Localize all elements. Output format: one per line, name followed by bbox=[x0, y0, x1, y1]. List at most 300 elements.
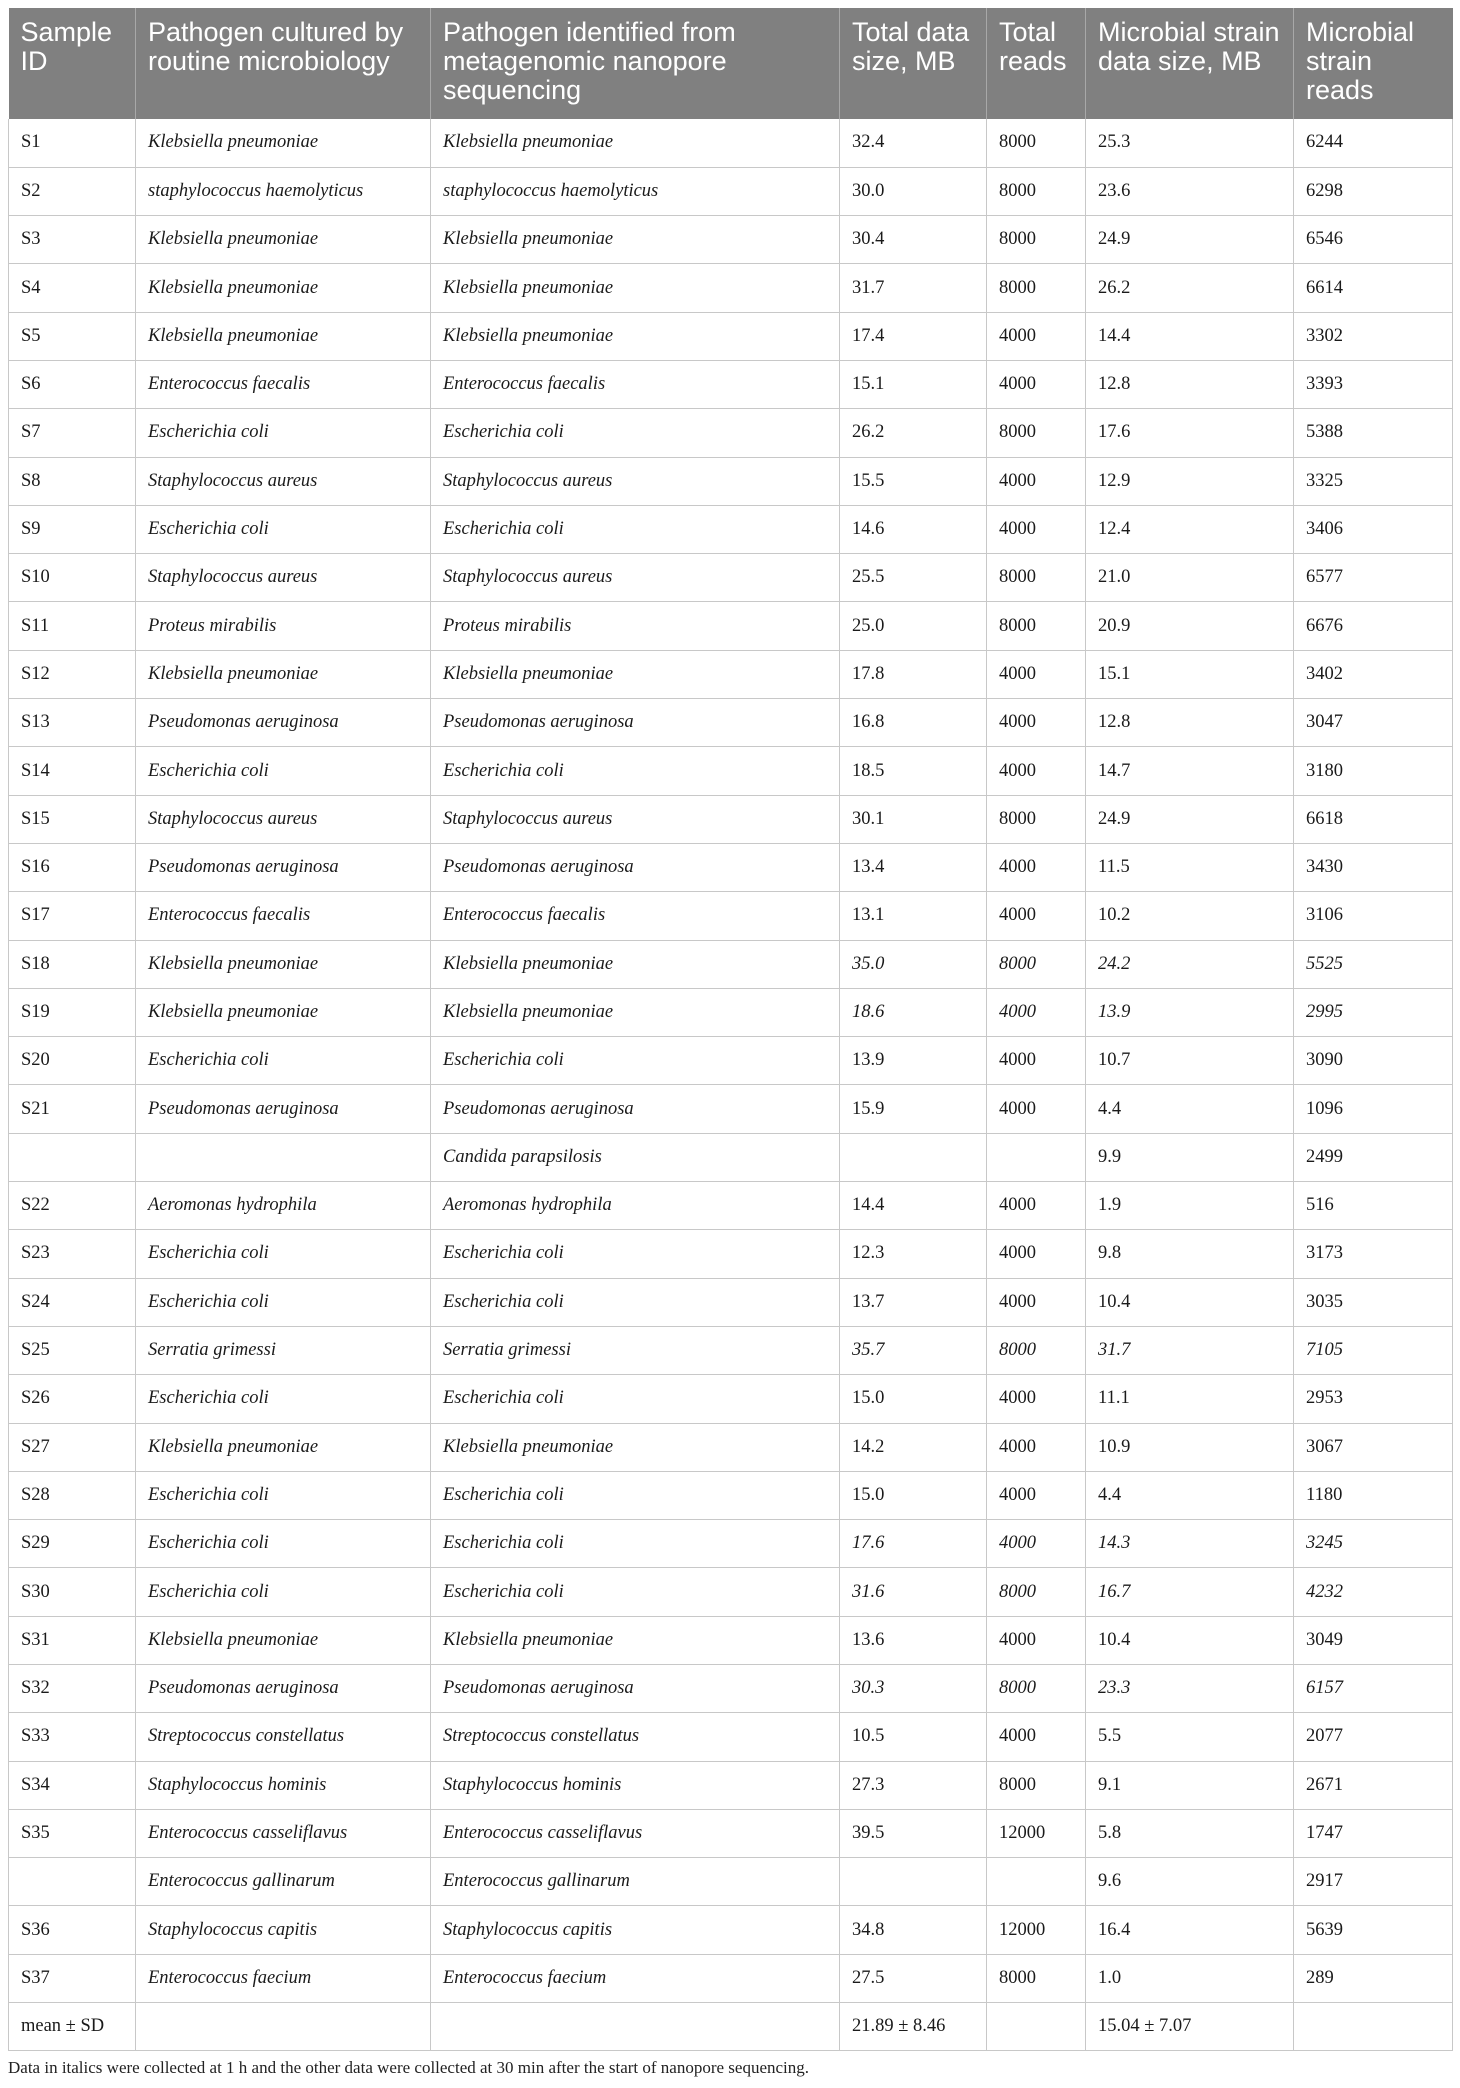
cell-strain-reads: 3049 bbox=[1294, 1616, 1453, 1664]
table-row bbox=[9, 843, 1453, 891]
cell-strain-reads: 3430 bbox=[1294, 843, 1453, 891]
cell-pathogen-identified: Escherichia coli bbox=[431, 1037, 840, 1085]
table-row bbox=[9, 940, 1453, 988]
cell-pathogen-identified: Enterococcus casseliflavus bbox=[431, 1809, 840, 1857]
cell-strain-data-size: 20.9 bbox=[1086, 602, 1294, 650]
table-row bbox=[9, 1230, 1453, 1278]
cell-total-data-size: 25.0 bbox=[840, 602, 987, 650]
cell-strain-data-size: 31.7 bbox=[1086, 1326, 1294, 1374]
table-row bbox=[9, 1423, 1453, 1471]
cell-total-reads: 4000 bbox=[987, 1520, 1086, 1568]
cell-pathogen-identified: Escherichia coli bbox=[431, 505, 840, 553]
cell-total-reads: 4000 bbox=[987, 1278, 1086, 1326]
cell-pathogen-identified: Aeromonas hydrophila bbox=[431, 1182, 840, 1230]
cell-pathogen-cultured: Klebsiella pneumoniae bbox=[136, 312, 431, 360]
cell-total-reads: 4000 bbox=[987, 1375, 1086, 1423]
cell-pathogen-cultured: Klebsiella pneumoniae bbox=[136, 1616, 431, 1664]
cell-sample-id: S26 bbox=[9, 1375, 136, 1423]
cell-pathogen-cultured: Pseudomonas aeruginosa bbox=[136, 1085, 431, 1133]
cell-strain-reads: 3035 bbox=[1294, 1278, 1453, 1326]
cell-sample-id: S23 bbox=[9, 1230, 136, 1278]
table-row bbox=[9, 1906, 1453, 1954]
cell-pathogen-identified: Staphylococcus aureus bbox=[431, 554, 840, 602]
table-row bbox=[9, 360, 1453, 408]
cell-sample-id: S12 bbox=[9, 650, 136, 698]
cell-sample-id: S8 bbox=[9, 457, 136, 505]
cell-sample-id: S9 bbox=[9, 505, 136, 553]
cell-pathogen-identified: Pseudomonas aeruginosa bbox=[431, 1085, 840, 1133]
sequencing-results-table bbox=[8, 8, 1453, 2051]
cell-strain-reads: 3090 bbox=[1294, 1037, 1453, 1085]
cell-pathogen-identified: Escherichia coli bbox=[431, 1375, 840, 1423]
cell-strain-reads: 2671 bbox=[1294, 1761, 1453, 1809]
cell-total-reads: 8000 bbox=[987, 1954, 1086, 2002]
cell-strain-data-size: 17.6 bbox=[1086, 409, 1294, 457]
cell-strain-reads: 4232 bbox=[1294, 1568, 1453, 1616]
table-row bbox=[9, 1085, 1453, 1133]
cell-pathogen-identified: Streptococcus constellatus bbox=[431, 1713, 840, 1761]
cell-pathogen-identified: Enterococcus faecium bbox=[431, 1954, 840, 2002]
cell-strain-data-size: 9.1 bbox=[1086, 1761, 1294, 1809]
cell-pathogen-cultured bbox=[136, 1133, 431, 1181]
cell-pathogen-identified: Staphylococcus capitis bbox=[431, 1906, 840, 1954]
table-row bbox=[9, 264, 1453, 312]
cell-total-reads: 8000 bbox=[987, 602, 1086, 650]
cell-total-reads: 8000 bbox=[987, 1326, 1086, 1374]
cell-pathogen-identified: Pseudomonas aeruginosa bbox=[431, 699, 840, 747]
cell-total-data-size bbox=[840, 1133, 987, 1181]
cell-pathogen-identified: Klebsiella pneumoniae bbox=[431, 119, 840, 167]
cell-total-reads: 8000 bbox=[987, 795, 1086, 843]
cell-strain-data-size: 21.0 bbox=[1086, 554, 1294, 602]
cell-strain-reads: 3406 bbox=[1294, 505, 1453, 553]
cell-pathogen-identified: Staphylococcus aureus bbox=[431, 457, 840, 505]
table-body bbox=[9, 119, 1453, 2051]
cell-total-data-size: 30.1 bbox=[840, 795, 987, 843]
cell-sample-id: S25 bbox=[9, 1326, 136, 1374]
cell-total-reads: 4000 bbox=[987, 312, 1086, 360]
cell-total-data-size: 27.5 bbox=[840, 1954, 987, 2002]
table-row bbox=[9, 1471, 1453, 1519]
cell-pathogen-cultured: staphylococcus haemolyticus bbox=[136, 167, 431, 215]
cell-strain-data-size: 10.4 bbox=[1086, 1278, 1294, 1326]
cell-total-reads bbox=[987, 2003, 1086, 2051]
cell-pathogen-cultured: Klebsiella pneumoniae bbox=[136, 119, 431, 167]
header-sample-id: Sample ID bbox=[9, 8, 136, 119]
cell-pathogen-identified: Escherichia coli bbox=[431, 1471, 840, 1519]
cell-strain-reads: 3302 bbox=[1294, 312, 1453, 360]
cell-pathogen-cultured: Staphylococcus aureus bbox=[136, 457, 431, 505]
cell-pathogen-identified: staphylococcus haemolyticus bbox=[431, 167, 840, 215]
cell-strain-data-size: 5.8 bbox=[1086, 1809, 1294, 1857]
cell-strain-data-size: 24.2 bbox=[1086, 940, 1294, 988]
table-row bbox=[9, 699, 1453, 747]
cell-total-reads: 8000 bbox=[987, 409, 1086, 457]
cell-strain-data-size: 11.5 bbox=[1086, 843, 1294, 891]
cell-sample-id bbox=[9, 1858, 136, 1906]
cell-pathogen-cultured: Pseudomonas aeruginosa bbox=[136, 1665, 431, 1713]
header-total-reads: Total reads bbox=[987, 8, 1086, 119]
table-row bbox=[9, 167, 1453, 215]
cell-strain-reads: 516 bbox=[1294, 1182, 1453, 1230]
cell-total-reads: 4000 bbox=[987, 457, 1086, 505]
cell-total-reads: 4000 bbox=[987, 1616, 1086, 1664]
cell-strain-reads: 3245 bbox=[1294, 1520, 1453, 1568]
cell-total-data-size: 14.6 bbox=[840, 505, 987, 553]
table-row bbox=[9, 119, 1453, 167]
cell-strain-data-size: 15.1 bbox=[1086, 650, 1294, 698]
cell-pathogen-identified: Serratia grimessi bbox=[431, 1326, 840, 1374]
cell-total-reads: 4000 bbox=[987, 747, 1086, 795]
cell-strain-data-size: 12.4 bbox=[1086, 505, 1294, 553]
cell-sample-id: S36 bbox=[9, 1906, 136, 1954]
table-row bbox=[9, 1037, 1453, 1085]
cell-total-data-size: 12.3 bbox=[840, 1230, 987, 1278]
cell-total-reads: 4000 bbox=[987, 1471, 1086, 1519]
cell-total-data-size: 15.9 bbox=[840, 1085, 987, 1133]
cell-pathogen-identified: Klebsiella pneumoniae bbox=[431, 312, 840, 360]
cell-total-data-size: 14.4 bbox=[840, 1182, 987, 1230]
cell-sample-id: S32 bbox=[9, 1665, 136, 1713]
cell-strain-reads: 3067 bbox=[1294, 1423, 1453, 1471]
cell-pathogen-identified: Candida parapsilosis bbox=[431, 1133, 840, 1181]
table-row bbox=[9, 1182, 1453, 1230]
cell-total-data-size: 13.9 bbox=[840, 1037, 987, 1085]
cell-strain-reads: 2077 bbox=[1294, 1713, 1453, 1761]
cell-pathogen-cultured: Escherichia coli bbox=[136, 505, 431, 553]
cell-total-reads: 8000 bbox=[987, 1761, 1086, 1809]
cell-sample-id: S20 bbox=[9, 1037, 136, 1085]
cell-strain-data-size: 26.2 bbox=[1086, 264, 1294, 312]
cell-pathogen-cultured: Staphylococcus aureus bbox=[136, 554, 431, 602]
cell-total-data-size: 17.6 bbox=[840, 1520, 987, 1568]
cell-total-data-size: 18.5 bbox=[840, 747, 987, 795]
header-total-data-size: Total data size, MB bbox=[840, 8, 987, 119]
table-row bbox=[9, 1375, 1453, 1423]
cell-strain-reads: 5639 bbox=[1294, 1906, 1453, 1954]
cell-sample-id: S33 bbox=[9, 1713, 136, 1761]
cell-total-reads: 8000 bbox=[987, 1665, 1086, 1713]
cell-pathogen-cultured: Enterococcus faecalis bbox=[136, 360, 431, 408]
cell-strain-data-size: 11.1 bbox=[1086, 1375, 1294, 1423]
cell-pathogen-cultured: Klebsiella pneumoniae bbox=[136, 264, 431, 312]
table-row bbox=[9, 554, 1453, 602]
cell-total-reads: 8000 bbox=[987, 167, 1086, 215]
table-row bbox=[9, 1326, 1453, 1374]
cell-sample-id: S15 bbox=[9, 795, 136, 843]
cell-pathogen-cultured: Escherichia coli bbox=[136, 1230, 431, 1278]
cell-total-reads: 4000 bbox=[987, 1182, 1086, 1230]
cell-total-data-size: 13.4 bbox=[840, 843, 987, 891]
table-row bbox=[9, 505, 1453, 553]
cell-pathogen-cultured: Klebsiella pneumoniae bbox=[136, 216, 431, 264]
cell-sample-id bbox=[9, 1133, 136, 1181]
cell-strain-data-size: 14.3 bbox=[1086, 1520, 1294, 1568]
cell-strain-reads: 1747 bbox=[1294, 1809, 1453, 1857]
cell-total-data-size: 15.1 bbox=[840, 360, 987, 408]
cell-strain-reads: 6577 bbox=[1294, 554, 1453, 602]
cell-strain-data-size: 13.9 bbox=[1086, 988, 1294, 1036]
table-row bbox=[9, 1954, 1453, 2002]
cell-pathogen-cultured: Enterococcus casseliflavus bbox=[136, 1809, 431, 1857]
cell-total-data-size: 27.3 bbox=[840, 1761, 987, 1809]
header-pathogen-cultured: Pathogen cultured by routine microbiology bbox=[136, 8, 431, 119]
cell-strain-reads: 1096 bbox=[1294, 1085, 1453, 1133]
cell-strain-data-size: 16.4 bbox=[1086, 1906, 1294, 1954]
table-footnote: Data in italics were collected at 1 h and the other data were collected at 30 min after the start of nanopore sequencing. bbox=[8, 2058, 810, 2077]
cell-strain-data-size: 23.3 bbox=[1086, 1665, 1294, 1713]
cell-pathogen-identified: Klebsiella pneumoniae bbox=[431, 1423, 840, 1471]
cell-pathogen-cultured: Escherichia coli bbox=[136, 1037, 431, 1085]
cell-total-reads: 4000 bbox=[987, 1713, 1086, 1761]
cell-sample-id: S10 bbox=[9, 554, 136, 602]
cell-total-reads: 4000 bbox=[987, 1085, 1086, 1133]
cell-strain-reads: 6298 bbox=[1294, 167, 1453, 215]
cell-strain-data-size: 16.7 bbox=[1086, 1568, 1294, 1616]
cell-total-data-size: 31.7 bbox=[840, 264, 987, 312]
cell-sample-id: S35 bbox=[9, 1809, 136, 1857]
cell-sample-id: S30 bbox=[9, 1568, 136, 1616]
cell-pathogen-identified: Escherichia coli bbox=[431, 1230, 840, 1278]
cell-total-data-size: 35.0 bbox=[840, 940, 987, 988]
cell-sample-id: S4 bbox=[9, 264, 136, 312]
cell-strain-reads: 6618 bbox=[1294, 795, 1453, 843]
cell-pathogen-identified: Pseudomonas aeruginosa bbox=[431, 1665, 840, 1713]
cell-sample-id: S2 bbox=[9, 167, 136, 215]
cell-strain-data-size: 10.9 bbox=[1086, 1423, 1294, 1471]
cell-strain-reads: 5388 bbox=[1294, 409, 1453, 457]
cell-sample-id: S19 bbox=[9, 988, 136, 1036]
cell-pathogen-cultured: Enterococcus faecium bbox=[136, 1954, 431, 2002]
cell-total-data-size: 18.6 bbox=[840, 988, 987, 1036]
cell-strain-reads: 3393 bbox=[1294, 360, 1453, 408]
cell-total-data-size: 17.4 bbox=[840, 312, 987, 360]
cell-strain-reads: 3325 bbox=[1294, 457, 1453, 505]
cell-total-reads: 4000 bbox=[987, 360, 1086, 408]
cell-sample-id: S16 bbox=[9, 843, 136, 891]
cell-strain-reads: 2499 bbox=[1294, 1133, 1453, 1181]
cell-total-reads: 4000 bbox=[987, 988, 1086, 1036]
cell-pathogen-cultured: Staphylococcus capitis bbox=[136, 1906, 431, 1954]
cell-sample-id: S18 bbox=[9, 940, 136, 988]
cell-pathogen-cultured: Escherichia coli bbox=[136, 1471, 431, 1519]
cell-pathogen-cultured: Enterococcus gallinarum bbox=[136, 1858, 431, 1906]
cell-pathogen-identified: Klebsiella pneumoniae bbox=[431, 988, 840, 1036]
cell-total-data-size: 31.6 bbox=[840, 1568, 987, 1616]
table-row bbox=[9, 747, 1453, 795]
cell-sample-id: S3 bbox=[9, 216, 136, 264]
cell-total-data-size bbox=[840, 1858, 987, 1906]
cell-strain-data-size: 9.6 bbox=[1086, 1858, 1294, 1906]
cell-strain-reads: 3180 bbox=[1294, 747, 1453, 795]
cell-pathogen-cultured: Proteus mirabilis bbox=[136, 602, 431, 650]
cell-pathogen-cultured: Escherichia coli bbox=[136, 747, 431, 795]
table-row bbox=[9, 795, 1453, 843]
table-row bbox=[9, 1761, 1453, 1809]
cell-pathogen-identified: Klebsiella pneumoniae bbox=[431, 264, 840, 312]
cell-sample-id: S11 bbox=[9, 602, 136, 650]
cell-pathogen-cultured: Klebsiella pneumoniae bbox=[136, 988, 431, 1036]
cell-total-reads: 8000 bbox=[987, 119, 1086, 167]
cell-total-reads: 4000 bbox=[987, 505, 1086, 553]
cell-pathogen-identified: Escherichia coli bbox=[431, 409, 840, 457]
cell-pathogen-cultured: Enterococcus faecalis bbox=[136, 892, 431, 940]
cell-total-data-size: 17.8 bbox=[840, 650, 987, 698]
table-row bbox=[9, 892, 1453, 940]
cell-strain-data-size: 9.8 bbox=[1086, 1230, 1294, 1278]
cell-strain-reads: 6157 bbox=[1294, 1665, 1453, 1713]
cell-total-data-size: 25.5 bbox=[840, 554, 987, 602]
cell-pathogen-cultured: Escherichia coli bbox=[136, 1375, 431, 1423]
cell-sample-id: S14 bbox=[9, 747, 136, 795]
cell-strain-reads: 3173 bbox=[1294, 1230, 1453, 1278]
cell-pathogen-cultured: Pseudomonas aeruginosa bbox=[136, 699, 431, 747]
cell-pathogen-identified: Escherichia coli bbox=[431, 747, 840, 795]
header-strain-reads: Microbial strain reads bbox=[1294, 8, 1453, 119]
cell-strain-reads: 2917 bbox=[1294, 1858, 1453, 1906]
header-pathogen-identified: Pathogen identified from metagenomic nanopore sequencing bbox=[431, 8, 840, 119]
table-row bbox=[9, 1616, 1453, 1664]
cell-sample-id: S22 bbox=[9, 1182, 136, 1230]
table-row bbox=[9, 1133, 1453, 1181]
cell-total-data-size: 34.8 bbox=[840, 1906, 987, 1954]
cell-sample-id: S7 bbox=[9, 409, 136, 457]
cell-sample-id: S37 bbox=[9, 1954, 136, 2002]
cell-strain-data-size: 1.0 bbox=[1086, 1954, 1294, 2002]
cell-strain-data-size: 24.9 bbox=[1086, 795, 1294, 843]
cell-total-reads bbox=[987, 1858, 1086, 1906]
table-row bbox=[9, 988, 1453, 1036]
cell-pathogen-cultured: Pseudomonas aeruginosa bbox=[136, 843, 431, 891]
cell-sample-id: S28 bbox=[9, 1471, 136, 1519]
table-row bbox=[9, 1713, 1453, 1761]
cell-pathogen-identified: Escherichia coli bbox=[431, 1568, 840, 1616]
cell-pathogen-identified: Enterococcus faecalis bbox=[431, 360, 840, 408]
cell-strain-data-size: 10.2 bbox=[1086, 892, 1294, 940]
cell-total-reads: 4000 bbox=[987, 1423, 1086, 1471]
table-row bbox=[9, 1520, 1453, 1568]
data-table-container bbox=[8, 8, 1452, 2051]
cell-pathogen-cultured: Escherichia coli bbox=[136, 1278, 431, 1326]
cell-total-reads: 4000 bbox=[987, 650, 1086, 698]
cell-strain-data-size: 5.5 bbox=[1086, 1713, 1294, 1761]
cell-pathogen-identified: Proteus mirabilis bbox=[431, 602, 840, 650]
cell-total-reads bbox=[987, 1133, 1086, 1181]
cell-pathogen-cultured: Staphylococcus aureus bbox=[136, 795, 431, 843]
cell-total-reads: 4000 bbox=[987, 1037, 1086, 1085]
cell-strain-data-size: 14.4 bbox=[1086, 312, 1294, 360]
cell-pathogen-cultured: Klebsiella pneumoniae bbox=[136, 940, 431, 988]
header-row bbox=[9, 8, 1453, 119]
cell-strain-data-size: 14.7 bbox=[1086, 747, 1294, 795]
cell-pathogen-cultured: Aeromonas hydrophila bbox=[136, 1182, 431, 1230]
cell-pathogen-cultured: Escherichia coli bbox=[136, 1568, 431, 1616]
table-row bbox=[9, 602, 1453, 650]
cell-pathogen-cultured: Streptococcus constellatus bbox=[136, 1713, 431, 1761]
cell-pathogen-identified: Enterococcus gallinarum bbox=[431, 1858, 840, 1906]
cell-total-reads: 4000 bbox=[987, 843, 1086, 891]
cell-pathogen-identified: Escherichia coli bbox=[431, 1278, 840, 1326]
cell-total-data-size: 10.5 bbox=[840, 1713, 987, 1761]
cell-total-data-size: 13.1 bbox=[840, 892, 987, 940]
cell-strain-data-size: 23.6 bbox=[1086, 167, 1294, 215]
cell-strain-data-size: 9.9 bbox=[1086, 1133, 1294, 1181]
cell-sample-id: S34 bbox=[9, 1761, 136, 1809]
cell-strain-data-size: 12.8 bbox=[1086, 360, 1294, 408]
cell-pathogen-cultured: Escherichia coli bbox=[136, 1520, 431, 1568]
cell-total-reads: 4000 bbox=[987, 892, 1086, 940]
cell-sample-id: S27 bbox=[9, 1423, 136, 1471]
cell-total-data-size: 14.2 bbox=[840, 1423, 987, 1471]
cell-strain-reads: 6546 bbox=[1294, 216, 1453, 264]
cell-strain-data-size: 4.4 bbox=[1086, 1085, 1294, 1133]
cell-sample-id: S21 bbox=[9, 1085, 136, 1133]
cell-strain-reads: 1180 bbox=[1294, 1471, 1453, 1519]
cell-strain-reads: 6244 bbox=[1294, 119, 1453, 167]
cell-strain-data-size: 10.7 bbox=[1086, 1037, 1294, 1085]
cell-strain-data-size: 25.3 bbox=[1086, 119, 1294, 167]
cell-sample-id: S6 bbox=[9, 360, 136, 408]
cell-strain-reads: 3047 bbox=[1294, 699, 1453, 747]
cell-total-data-size: 26.2 bbox=[840, 409, 987, 457]
table-row bbox=[9, 2003, 1453, 2051]
cell-pathogen-cultured: Serratia grimessi bbox=[136, 1326, 431, 1374]
cell-sample-id: S24 bbox=[9, 1278, 136, 1326]
cell-pathogen-identified: Klebsiella pneumoniae bbox=[431, 1616, 840, 1664]
table-row bbox=[9, 650, 1453, 698]
cell-total-reads: 4000 bbox=[987, 1230, 1086, 1278]
cell-total-data-size: 30.3 bbox=[840, 1665, 987, 1713]
cell-total-data-size: 39.5 bbox=[840, 1809, 987, 1857]
cell-pathogen-cultured: Staphylococcus hominis bbox=[136, 1761, 431, 1809]
cell-pathogen-identified: Staphylococcus aureus bbox=[431, 795, 840, 843]
cell-pathogen-identified: Klebsiella pneumoniae bbox=[431, 216, 840, 264]
cell-pathogen-cultured bbox=[136, 2003, 431, 2051]
cell-pathogen-cultured: Escherichia coli bbox=[136, 409, 431, 457]
cell-strain-reads: 2995 bbox=[1294, 988, 1453, 1036]
cell-strain-data-size: 1.9 bbox=[1086, 1182, 1294, 1230]
cell-strain-reads: 5525 bbox=[1294, 940, 1453, 988]
cell-pathogen-identified: Pseudomonas aeruginosa bbox=[431, 843, 840, 891]
cell-total-data-size: 30.0 bbox=[840, 167, 987, 215]
cell-strain-reads: 2953 bbox=[1294, 1375, 1453, 1423]
cell-sample-id: S31 bbox=[9, 1616, 136, 1664]
table-row bbox=[9, 1278, 1453, 1326]
cell-sample-id: S17 bbox=[9, 892, 136, 940]
table-row bbox=[9, 1665, 1453, 1713]
cell-total-data-size: 15.0 bbox=[840, 1375, 987, 1423]
cell-strain-reads: 6676 bbox=[1294, 602, 1453, 650]
cell-total-data-size: 30.4 bbox=[840, 216, 987, 264]
cell-strain-data-size: 24.9 bbox=[1086, 216, 1294, 264]
cell-strain-reads: 289 bbox=[1294, 1954, 1453, 2002]
cell-sample-id: S29 bbox=[9, 1520, 136, 1568]
cell-pathogen-cultured: Klebsiella pneumoniae bbox=[136, 1423, 431, 1471]
cell-sample-id: S13 bbox=[9, 699, 136, 747]
cell-strain-data-size: 12.9 bbox=[1086, 457, 1294, 505]
cell-total-data-size: 13.7 bbox=[840, 1278, 987, 1326]
cell-total-data-size: 35.7 bbox=[840, 1326, 987, 1374]
cell-total-data-size: 15.5 bbox=[840, 457, 987, 505]
cell-strain-reads: 7105 bbox=[1294, 1326, 1453, 1374]
cell-total-data-size: 16.8 bbox=[840, 699, 987, 747]
cell-total-reads: 4000 bbox=[987, 699, 1086, 747]
cell-total-reads: 8000 bbox=[987, 1568, 1086, 1616]
table-row bbox=[9, 1568, 1453, 1616]
table-row bbox=[9, 216, 1453, 264]
cell-total-reads: 8000 bbox=[987, 216, 1086, 264]
cell-pathogen-identified: Staphylococcus hominis bbox=[431, 1761, 840, 1809]
